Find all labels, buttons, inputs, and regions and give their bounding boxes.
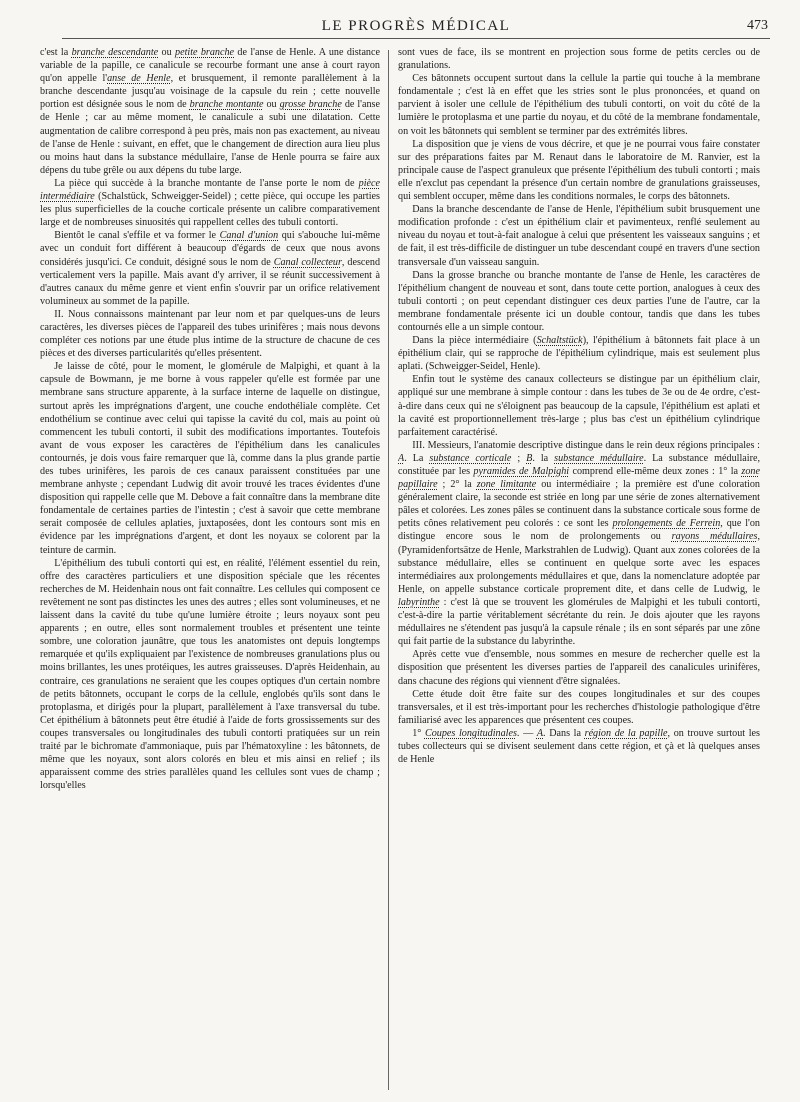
text-run: qui s'abouche lui-même avec un conduit fort différent à beaucoup d'égards de ceux que nous avons considérés jusqu'ici. Ce conduit, désigné sous le nom de bbox=[40, 230, 380, 268]
text-run: Je laisse de côté, pour le moment, le glomérule de Malpighi, et quant à la capsule de Bowmann, je me borne à vous rappeler qu'elle est formée par une membrane sans structure apparente, à la surface interne de laquelle on distingue, surtout après les imprégnations d'argent, une couche endothéliale complète. Cet endothélium se continue avec celui qui tapisse la cavité du col, mais au point où commencent les tubuli contorti, il subit des modifications importantes. Toutefois avant de vous exposer les caractères de l'épithélium dans les canalicules contournés, je dois vous faire remarquer que là, comme dans la plus grande partie des tubes urinifères, les parois de ces canaux paraissent constituées par une membrane anhyste ; cependant Ludwig dit avoir trouvé les traces évidentes d'une disposition qui rappelle celle que M. Debove a fait connaître dans la membrane dite fondamentale de certaines parties de l'intestin ; c'est à savoir que cette membrane serait composée de cellules aplaties, juxtaposées, dont les contours sont mis en évidence par les imprégnations d'argent, et dont les noyaux se colorent par la teinture de carmin. bbox=[40, 361, 380, 556]
italic-term: Coupes longitudinales bbox=[424, 727, 517, 739]
text-run: . la bbox=[532, 452, 555, 464]
text-run: . La substance médullaire, constituée par les bbox=[398, 452, 760, 477]
column-divider bbox=[388, 50, 389, 1090]
text-run: Dans la grosse branche ou branche montante de l'anse de Henle, les caractères de l'épithélium changent de nouveau et sont, dans toute cette portion, analogues à ceux des tubuli contorti ; on peut cependant distinguer ces deux parties l'une de l'autre, car la membrane fondamentale présente ici un double contour, tandis que dans les tubes contournés elle a un simple contour. bbox=[398, 269, 760, 333]
text-run: La pièce qui succède à la branche montante de l'anse porte le nom de bbox=[54, 177, 359, 189]
text-run: ), l'épithélium à bâtonnets fait place à un épithélium clair, qui se rapproche de l'épithélium cylindrique, mais est seulement plus aplati. (Schweigger-Seidel, Henle). bbox=[398, 335, 760, 373]
paragraph bbox=[398, 439, 760, 649]
italic-term: pyramides de Malpighi bbox=[473, 466, 570, 477]
paragraph bbox=[398, 72, 760, 137]
text-run: Dans la pièce intermédiaire ( bbox=[412, 335, 537, 347]
italic-term: branche montante bbox=[189, 99, 264, 111]
text-run: ou intermédiaire ; la première est d'une coloration généralement claire, la seconde est striée en long par une série de zones alternativement pâles et colorées. Les zones pâles se continuent dans la substance corticale sous forme de petits cônes relativement peu colorés : ce sont les bbox=[398, 479, 760, 530]
italic-term: A bbox=[398, 452, 405, 464]
paragraph bbox=[40, 557, 380, 793]
text-run: . Dans la bbox=[543, 727, 585, 739]
text-run: . — bbox=[516, 727, 537, 739]
italic-term: anse de Henle bbox=[107, 73, 171, 85]
text-run: sont vues de face, ils se montrent en projection sous forme de petits cercles ou de granulations. bbox=[398, 47, 760, 72]
text-run: La disposition que je viens de vous décrire, et que je ne pourrai vous faire constater sur des préparations faites par M. Renaut dans le laboratoire de M. Ranvier, est la principale cause de l'aspect granuleux que présente l'épithélium des tubuli contorti ; mais elle n'exclut pas cependant la présence d'un certain nombre de granulations graisseuses, qui semblent occuper, même dans les conditions normales, le corps des bâtonnets. bbox=[398, 138, 760, 203]
text-run: de l'anse de Henle ; car au même moment, le canalicule a subi une dilatation. Cette augmentation de calibre correspond à peu près, mais non pas exactement, au niveau de l'anse de Henle : suivant, en effet, que le changement de direction aura lieu plus ou moins haut dans la substance médullaire, l'anse de Henle pourra se faire aux dépens du tube grêle ou aux dépens du tube large. bbox=[40, 99, 380, 176]
italic-term: zone papillaire bbox=[398, 466, 760, 491]
italic-term: branche descendante bbox=[71, 47, 159, 58]
text-run: ; bbox=[511, 452, 527, 464]
text-run: ou bbox=[158, 47, 176, 58]
page-header bbox=[62, 16, 770, 39]
italic-term: rayons médullaires bbox=[671, 531, 758, 543]
italic-term: labyrinthe bbox=[398, 596, 440, 608]
text-run: , on trouve surtout les tubes collecteurs qui se divisent seulement dans cette région, et çà et là quelques anses de Henle bbox=[398, 727, 760, 766]
italic-term: prolongements de Ferrein bbox=[612, 518, 721, 530]
paragraph bbox=[40, 308, 380, 360]
text-run: Cette étude doit être faite sur des coupes longitudinales et sur des coupes transversales, et il est très-important pour les recherches d'histologie pathologique d'être familiarisé avec les apparences que présentent ces coupes. bbox=[398, 688, 760, 726]
text-run: III. Messieurs, l'anatomie descriptive distingue dans le rein deux régions principales : bbox=[412, 439, 760, 451]
italic-term: substance corticale bbox=[429, 452, 512, 464]
text-run: Dans la branche descendante de l'anse de Henle, l'épithélium subit brusquement une modification profonde : c'est un épithélium clair et pavimenteux, renflé seulement au niveau du noyau et tout-à-fait analogue à celui que présentent les vaisseaux sanguins ; et de fait, il est très-difficile de distinguer un tube descendant coupé en travers d'une section transversale d'un vaisseau sanguin. bbox=[398, 204, 760, 268]
left-column bbox=[40, 46, 380, 1096]
paragraph bbox=[40, 46, 380, 177]
italic-term: grosse branche bbox=[279, 99, 342, 111]
paragraph bbox=[398, 269, 760, 334]
paragraph bbox=[40, 360, 380, 556]
paragraph bbox=[40, 229, 380, 308]
text-run: Après cette vue d'ensemble, nous sommes en mesure de rechercher quelle est la disposition que présentent les diverses parties de l'appareil des canalicules urinifères, dans chacune des régions qui viennent d'être signalées. bbox=[398, 649, 760, 687]
paragraph bbox=[398, 334, 760, 373]
italic-term: pièce intermédiaire bbox=[40, 177, 380, 203]
paragraph bbox=[398, 727, 760, 766]
text-run: ; 2° la bbox=[437, 479, 477, 491]
paragraph bbox=[398, 688, 760, 727]
paragraph bbox=[398, 648, 760, 687]
journal-title: LE PROGRÈS MÉDICAL bbox=[321, 18, 511, 34]
text-run: (Schalstück, Schweigger-Seidel) ; cette pièce, qui occupe les parties les plus superficielles de la couche corticale présente un calibre comparativement large et de nombreuses sinuosités qui rappellent celles des tubuli contorti. bbox=[40, 191, 380, 229]
italic-term: B bbox=[526, 452, 533, 464]
italic-term: région de la papille bbox=[584, 727, 668, 739]
text-run: 1° bbox=[412, 727, 425, 739]
page-number: 473 bbox=[747, 18, 768, 33]
paragraph bbox=[40, 177, 380, 229]
text-run: , descend verticalement vers la papille. Mais avant d'y arriver, il se réunit successivement à d'autres canaux du même genre et vient enfin s'ouvrir par un orifice relativement volumineux au sommet de la papille. bbox=[40, 256, 380, 307]
text-run: : c'est là que se trouvent les glomérules de Malpighi et les tubuli contorti, c'est-à-dire la partie véritablement sécrétante du rein. Je dois ajouter que les rayons médullaires ne s'étendent pas jusqu'à la capsule rénale ; ils en sont séparés par une zône qui fait partie de la substance du labyrinthe. bbox=[398, 596, 760, 648]
text-run: L'épithélium des tubuli contorti qui est, en réalité, l'élément essentiel du rein, offre des caractères particuliers et une disposition spéciale que les récentes recherches de M. Heidenhain nous ont fait connaître. Les cellules qui composent ce revêtement ne sont pas distinctes les unes des autres ; elles sont volumineuses, et ne laissent dans la cavité du tube qu'une lumière étroite ; leurs noyaux sont peu apparents ; en outre, elles sont normalement troubles et présentent une teinte sombre, une coloration jaunâtre, que tous les anatomistes ont depuis longtemps remarquée et qu'ils expliquaient par l'existence de nombreuses granulations plus ou moins brillantes, les unes protéiques, les autres graisseuses. D'après Heidenhain, au contraire, ces granulations ne seraient que les coupes optiques d'un certain nombre de petits bâtonnets, occupant le corps de la cellule, englobés qu'ils sont dans le protoplasma, et dirigés pour la plupart, parallèlement à l'axe transversal du tube. Cet épithélium à bâtonnets peut être étudié à l'aide de forts grossissements sur des coupes transversales ou longitudinales des tubuli contorti pratiquées sur un rein traité par le bichromate d'ammoniaque, puis par l'hématoxyline : les bâtonnets, de même que les noyaux, sont alors colorés en bleu et mis ainsi en relief ; ils apparaissent comme des stries parallèles quand les cellules sont vues de champ ; lorsqu'elles bbox=[40, 557, 380, 792]
text-run: Bientôt le canal s'effile et va former le bbox=[54, 230, 220, 242]
text-run: II. Nous connaissons maintenant par leur nom et par quelques-uns de leurs caractères, les diverses pièces de l'appareil des tubes urinifères ; mais nous devons compléter ces notions par une étude plus intime de la structure de chacune de ces pièces et des diverses particularités qu'elles présentent. bbox=[40, 308, 380, 360]
text-run: c'est la bbox=[40, 47, 72, 58]
italic-term: A bbox=[536, 727, 544, 739]
italic-term: zone limitante bbox=[476, 479, 537, 491]
paragraph bbox=[398, 373, 760, 438]
text-run: , que l'on distingue encore sous le nom de prolongements ou bbox=[398, 518, 760, 543]
paragraph bbox=[398, 203, 760, 268]
italic-term: Canal collecteur bbox=[273, 256, 342, 268]
italic-term: Schaltstück bbox=[536, 335, 583, 347]
paragraph bbox=[398, 138, 760, 203]
text-run: ou bbox=[263, 99, 280, 111]
right-column bbox=[398, 46, 760, 1096]
italic-term: substance médullaire bbox=[554, 452, 644, 464]
text-run: , (Pyramidenfortsätze de Henle, Markstrahlen de Ludwig). Quant aux zones colorées de la substance médullaire, elles se continuent en quelque sorte avec les espaces intermédiaires aux prolongements médullaires et que, dans la nomenclature adoptée par Henle, on appelle substance corticale proprement dite, et dans celle de Ludwig, le bbox=[398, 531, 760, 595]
text-run: de l'anse de Henle. A une distance variable de la papille, ce canalicule se recourbe formant une anse à court rayon qu'on appelle l' bbox=[40, 47, 380, 85]
text-run: comprend elle-même deux zones : 1° la bbox=[569, 466, 742, 477]
paragraph bbox=[398, 46, 760, 72]
text-run: Enfin tout le système des canaux collecteurs se distingue par un épithélium clair, appliqué sur une membrane à simple contour : dans les tubes de 3e ou de 4e ordre, c'est-à-dire dans ceux qui ne s'éloignent pas beaucoup de la capsule, l'épithélium est aplati et la cavité est proportionnellement très-large ; plus bas c'est un épithélium cylindrique parfaitement caractérisé. bbox=[398, 374, 760, 438]
italic-term: Canal d'union bbox=[219, 230, 279, 242]
text-run: Ces bâtonnets occupent surtout dans la cellule la partie qui touche à la membrane fondamentale ; c'est là en effet que les stries sont le plus prononcées, et quand on parvient à isoler une cellule de l'épithélium des tubuli contorti, on voit du côté de la lumière le protoplasma et une partie du noyau, et du côté de la membrane fondamentale, on voit les bâtonnets qui semblent se terminer par des extrémités libres. bbox=[398, 73, 760, 137]
text-run: , et brusquement, il remonte parallèlement à la branche descendante jusqu'au voisinage de la capsule du rein ; cette nouvelle portion est désignée sous le nom de bbox=[40, 73, 380, 111]
text-run: . La bbox=[404, 452, 430, 464]
italic-term: petite branche bbox=[175, 47, 235, 58]
